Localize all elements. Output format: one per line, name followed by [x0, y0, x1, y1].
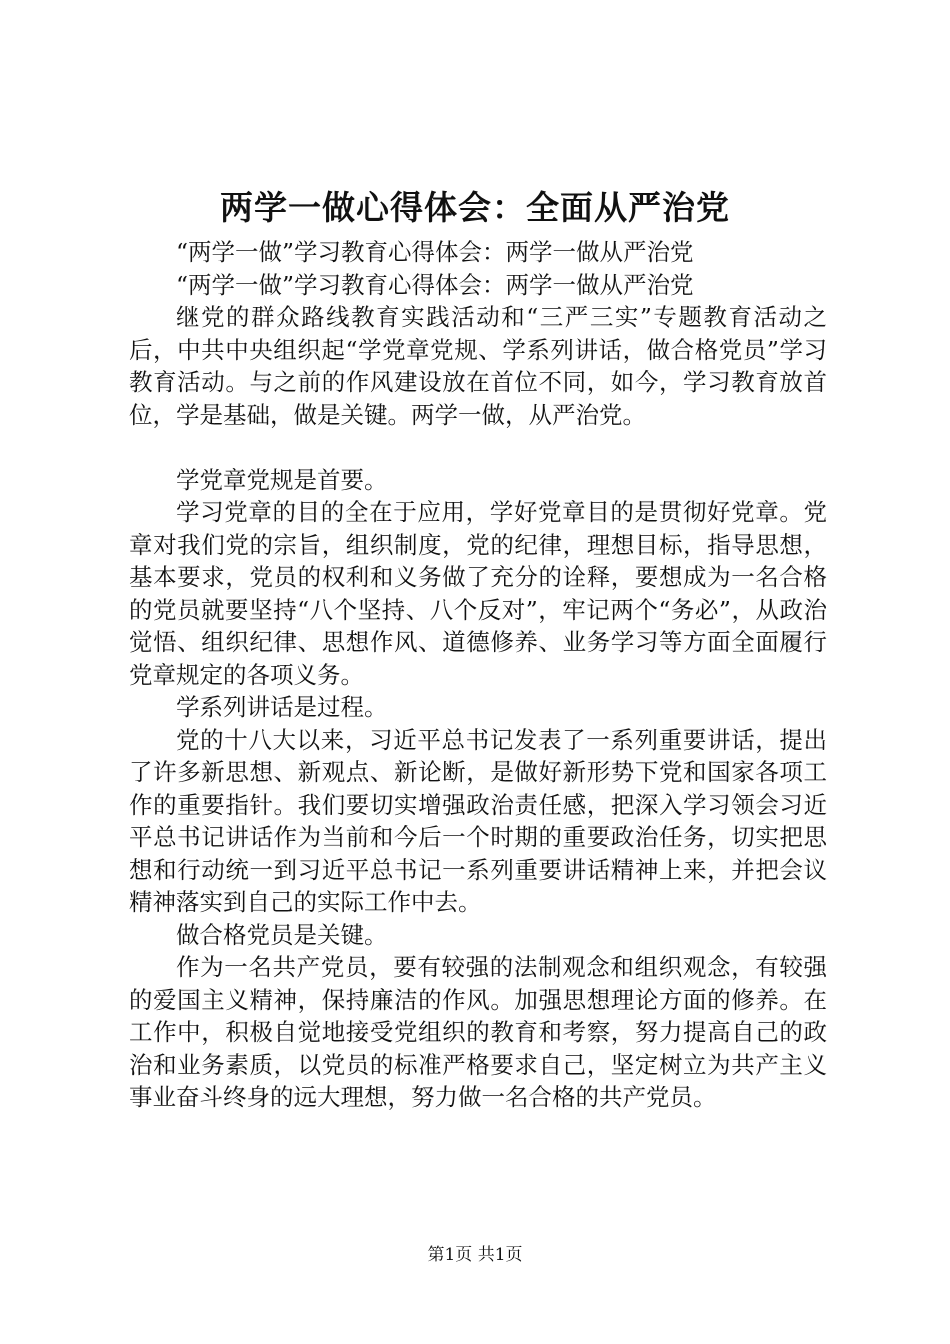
- body-paragraph: 党的十八大以来，习近平总书记发表了一系列重要讲话，提出了许多新思想、新观点、新论断，是做好新形势下党和国家各项工作的重要指针。我们要切实增强政治责任感，把深入学习领会习近平总书记讲话作为当前和今后一个时期的重要政治任务，切实把思想和行动统一到习近平总书记一系列重要讲话精神上来，并把会议精神落实到自己的实际工作中去。: [129, 725, 827, 916]
- subtitle-line: “两学一做”学习教育心得体会：两学一做从严治党: [176, 270, 694, 299]
- subtitle-line: “两学一做”学习教育心得体会：两学一做从严治党: [176, 238, 694, 266]
- body-paragraph: 学习党章的目的全在于应用，学好党章目的是贯彻好党章。党章对我们党的宗旨，组织制度，党的纪律，理想目标，指导思想，基本要求，党员的权利和义务做了充分的诠释，要想成为一名合格的党员就要坚持“八个坚持、八个反对”，牢记两个“务必”，从政治觉悟、组织纪律、思想作风、道德修养、业务学习等方面全面履行党章规定的各项义务。: [129, 498, 827, 689]
- body-paragraph: 作为一名共产党员，要有较强的法制观念和组织观念，有较强的爱国主义精神，保持廉洁的作风。加强思想理论方面的修养。在工作中，积极自觉地接受党组织的教育和考察，努力提高自己的政治和业务素质，以党员的标准严格要求自己，坚定树立为共产主义事业奋斗终身的远大理想，努力做一名合格的共产党员。: [129, 953, 827, 1111]
- paragraph-gap: [129, 431, 827, 464]
- page-footer: 第1页 共1页: [427, 1245, 523, 1265]
- section-heading: 学党章党规是首要。: [176, 465, 388, 494]
- document-body: [129, 236, 827, 1114]
- intro-paragraph: 继党的群众路线教育实践活动和“三严三实”专题教育活动之后，中共中央组织起“学党章党规、学系列讲话，做合格党员”学习教育活动。与之前的作风建设放在首位不同，如今，学习教育放首位，学是基础，做是关键。两学一做，从严治党。: [129, 303, 827, 429]
- section-heading: 学系列讲话是过程。: [176, 693, 388, 721]
- section-heading: 做合格党员是关键。: [176, 920, 388, 949]
- document-title: 两学一做心得体会：全面从严治党: [220, 188, 730, 227]
